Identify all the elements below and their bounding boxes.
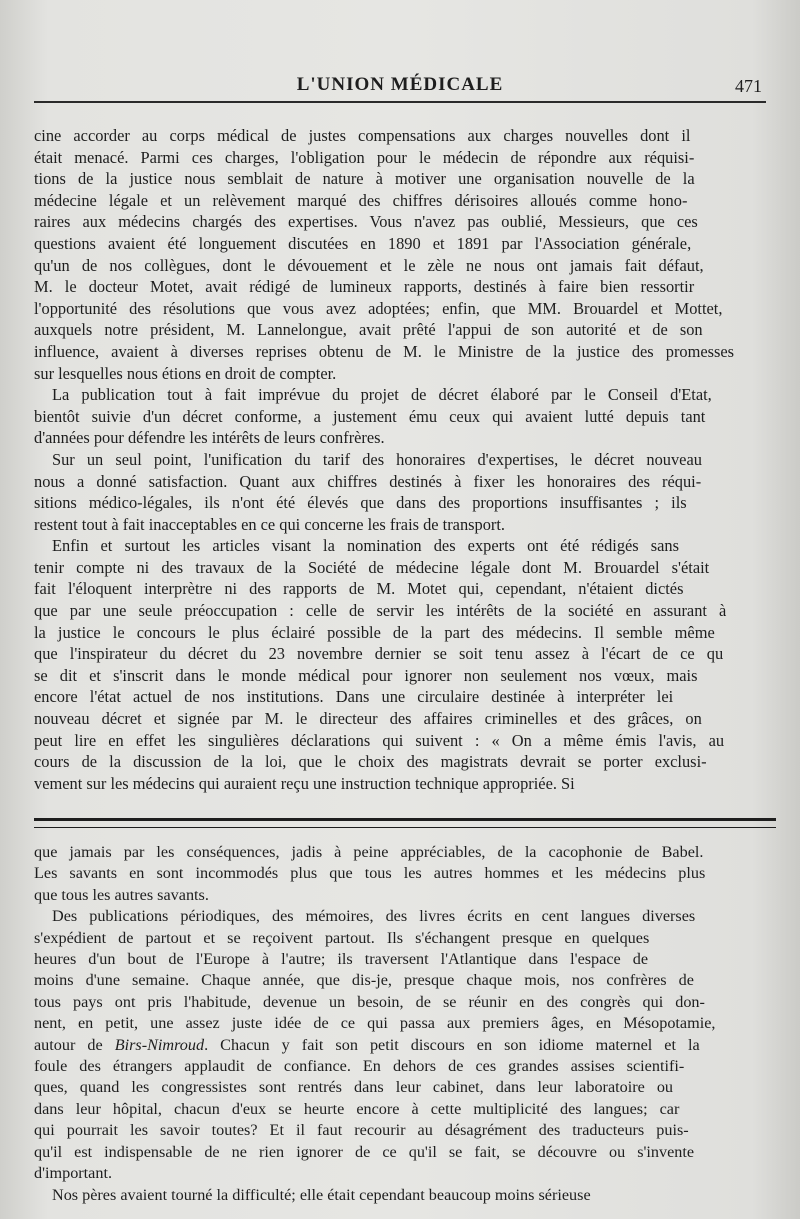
text-line: médecine légale et un relèvement marqué des chiffres dérisoires alloués comme hono- [34, 190, 688, 210]
text-line: peut lire en effet les singulières déclarations qui suivent : « On a même émis l'avis, au [34, 730, 725, 750]
feuilleton-separator-rule [34, 818, 776, 828]
text-line: que jamais par les conséquences, jadis à peine appréciables, de la cacophonie de Babel. [34, 843, 704, 861]
text-line: questions avaient été longuement discutées en 1890 et 1891 par l'Association générale, [34, 233, 692, 253]
text-line: que l'inspirateur du décret du 23 novembre dernier se soit tenu assez à l'écart de ce qu [34, 644, 724, 664]
text-line: était menacé. Parmi ces charges, l'obligation pour le médecin de répondre aux réquisi- [34, 147, 695, 167]
text-line: d'important. [34, 1164, 112, 1183]
text-line: La publication tout à fait imprévue du projet de décret élaboré par le Conseil d'Etat, [52, 385, 712, 405]
text-line: cours de la discussion de la loi, que le choix des magistrats devrait se porter exclusi- [34, 752, 707, 772]
paragraph [34, 535, 776, 794]
text-line: ques, quand les congressistes sont rentrés dans leur cabinet, dans leur laboratoire ou [34, 1078, 674, 1097]
main-article-text [34, 125, 776, 794]
text-line: se dit et s'inscrit dans le monde médical pour ignorer non seulement nos vœux, mais [34, 665, 698, 685]
text-line: sitions médico-légales, ils n'ont été élevés que dans des proportions insuffisantes ; ils [34, 493, 687, 513]
text-line: tous pays ont pris l'habitude, devenue un besoin, de se réunir en des congrès qui don- [34, 992, 705, 1011]
text-line: restent tout à fait inacceptables en ce qui concerne les frais de transport. [34, 514, 506, 534]
text-line: nouveau décret et signée par M. le directeur des affaires criminelles et des grâces, on [34, 709, 702, 729]
text-line: nous a donné satisfaction. Quant aux chiffres destinés à fixer les honoraires des réqui- [34, 471, 702, 491]
text-line: Les savants en sont incommodés plus que tous les autres hommes et les médecins plus [34, 864, 706, 883]
paragraph [34, 449, 776, 535]
text-line: qui pourrait les savoir toutes? Et il faut recourir au désagrément des traducteurs puis- [34, 1121, 689, 1140]
paragraph [34, 1185, 780, 1206]
text-line: moins d'une semaine. Chaque année, que dis-je, presque chaque mois, nos confrères de [34, 971, 694, 990]
paragraph [34, 125, 776, 384]
text-line: l'opportunité des résolutions que vous avez adoptées; enfin, que MM. Brouardel et Mottet, [34, 298, 723, 318]
text-line: cine accorder au corps médical de justes compensations aux charges nouvelles dont il [34, 126, 691, 145]
feuilleton-text [34, 842, 780, 1206]
text-line: tions de la justice nous semblait de nature à motiver une organisation nouvelle de la [34, 169, 695, 189]
text-line: encore l'état actuel de nos institutions. Dans une circulaire destinée à interpréter lei [34, 687, 674, 707]
text-line: fait l'éloquent interprètre ni des rapports de M. Motet qui, cependant, n'étaient dictés [34, 579, 684, 599]
text-line: qu'il est indispensable de ne rien ignorer de ce qu'il se fait, se découvre ou s'invente [34, 1142, 695, 1161]
text-line: auxquels notre président, M. Lannelongue, avait prêté l'appui de son autorité et de son [34, 320, 703, 340]
text-line: nent, en petit, une assez juste idée de ce qui passa aux premiers âges, en Mésopotamie, [34, 1014, 716, 1033]
text-line: Enfin et surtout les articles visant la nomination des experts ont été rédigés sans [52, 536, 680, 556]
paragraph [34, 906, 780, 1184]
text-line: Sur un seul point, l'unification du tarif des honoraires d'expertises, le décret nouveau [52, 449, 702, 469]
text-line: foule des étrangers applaudit de confiance. En dehors de ces grandes assises scientifi- [34, 1057, 685, 1076]
text-line: que par une seule préoccupation : celle de servir les intérêts de la société en assurant à [34, 601, 727, 621]
text-line: s'expédient de partout et se reçoivent partout. Ils s'échangent presque en quelques [34, 928, 650, 947]
text-line: que tous les autres savants. [34, 885, 209, 904]
text-line: d'années pour défendre les intérêts de leurs confrères. [34, 428, 385, 448]
page-number: 471 [735, 76, 762, 96]
text-line: M. le docteur Motet, avait rédigé de lumineux rapports, destinés à faire bien ressortir [34, 277, 695, 297]
text-line: influence, avaient à diverses reprises obtenu de M. le Ministre de la justice des promesses [34, 341, 735, 361]
text-line: la justice le concours le plus éclairé possible de la part des médecins. Il semble même [34, 622, 715, 642]
page-header [34, 70, 766, 104]
text-line: tenir compte ni des travaux de la Société de médecine légale dont M. Brouardel s'était [34, 557, 710, 577]
text-line: dans leur hôpital, chacun d'eux se heurte encore à cette multiplicité des langues; car [34, 1099, 680, 1118]
text-line: autour de Birs-Nimroud. Chacun y fait son petit discours en son idiome maternel et la [34, 1035, 700, 1054]
text-line: heures d'un bout de l'Europe à l'autre; ils traversent l'Atlantique dans l'espace de [34, 950, 649, 969]
paragraph [34, 384, 776, 449]
text-line: bientôt suivie d'un décret conforme, a justement ému ceux qui avaient lutté depuis tant [34, 406, 706, 426]
paragraph [34, 842, 780, 906]
running-title: L'UNION MÉDICALE [296, 74, 504, 95]
text-line: sur lesquelles nous étions en droit de compter. [34, 363, 337, 383]
header-rule [34, 101, 766, 103]
text-line: Des publications périodiques, des mémoires, des livres écrits en cent langues diverses [52, 907, 696, 926]
text-line: Nos pères avaient tourné la difficulté; elle était cependant beaucoup moins sérieuse [52, 1185, 591, 1204]
text-line: qu'un de nos collègues, dont le dévouement et le zèle ne nous ont jamais fait défaut, [34, 255, 704, 275]
text-line: vement sur les médecins qui auraient reçu une instruction technique appropriée. Si [34, 773, 575, 793]
text-line: raires aux médecins chargés des expertises. Vous n'avez pas oublié, Messieurs, que ces [34, 212, 698, 232]
